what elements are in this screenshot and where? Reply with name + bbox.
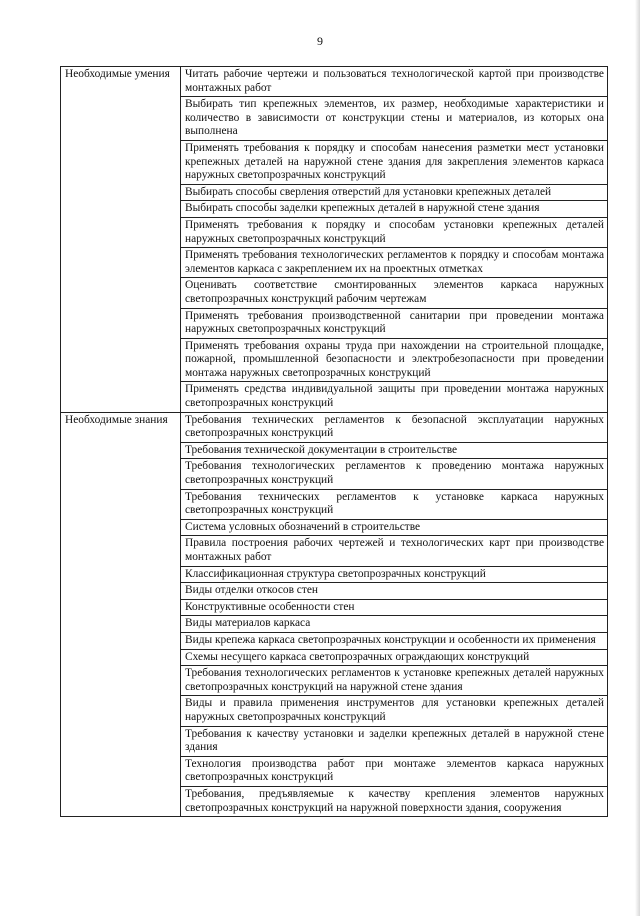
requirement-item: Выбирать способы сверления отверстий для установки крепежных деталей [181, 184, 608, 201]
requirement-item: Применять требования охраны труда при нахождении на строительной площадке, пожарной, промышленной безопасности и электробезопасности при проведении монтажа наружных светопрозрачных конструкций [181, 338, 608, 382]
requirement-item: Применять требования производственной санитарии при проведении монтажа наружных светопрозрачных конструкций [181, 308, 608, 338]
page-number: 9 [317, 34, 323, 48]
requirement-item: Технология производства работ при монтаже элементов каркаса наружных светопрозрачных конструкций [181, 756, 608, 786]
requirement-item: Требования технологических регламентов к проведению монтажа наружных светопрозрачных конструкций [181, 459, 608, 489]
requirement-item: Оценивать соответствие смонтированных элементов каркаса наружных светопрозрачных конструкций рабочим чертежам [181, 278, 608, 308]
requirement-item: Применять средства индивидуальной защиты при проведении монтажа наружных светопрозрачных конструкций [181, 382, 608, 412]
requirement-item: Виды отделки откосов стен [181, 583, 608, 600]
category-label: Необходимые умения [61, 67, 181, 413]
table-row [61, 67, 608, 97]
requirement-item: Применять требования к порядку и способам установки крепежных деталей наружных светопрозрачных конструкций [181, 217, 608, 247]
table-row [61, 412, 608, 442]
requirement-item: Схемы несущего каркаса светопрозрачных ограждающих конструкций [181, 649, 608, 666]
category-label: Необходимые знания [61, 412, 181, 816]
requirement-item: Требования технологических регламентов к установке крепежных деталей наружных светопрозрачных конструкций на наружной стене здания [181, 666, 608, 696]
requirement-item: Классификационная структура светопрозрачных конструкций [181, 566, 608, 583]
requirement-item: Конструктивные особенности стен [181, 599, 608, 616]
requirement-item: Требования технической документации в строительстве [181, 442, 608, 459]
requirement-item: Виды крепежа каркаса светопрозрачных конструкции и особенности их применения [181, 632, 608, 649]
requirement-item: Требования технических регламентов к безопасной эксплуатации наружных светопрозрачных конструкций [181, 412, 608, 442]
scan-edge-shadow [635, 0, 640, 916]
requirement-item: Правила построения рабочих чертежей и технологических карт при производстве монтажных работ [181, 536, 608, 566]
requirement-item: Требования, предъявляемые к качеству крепления элементов наружных светопрозрачных конструкций на наружной поверхности здания, сооружения [181, 786, 608, 816]
requirement-item: Виды материалов каркаса [181, 616, 608, 633]
requirement-item: Виды и правила применения инструментов для установки крепежных деталей наружных светопрозрачных конструкций [181, 696, 608, 726]
requirement-item: Требования технических регламентов к установке каркаса наружных светопрозрачных конструкций [181, 489, 608, 519]
requirement-item: Система условных обозначений в строительстве [181, 519, 608, 536]
requirements-table [60, 66, 608, 817]
requirement-item: Выбирать способы заделки крепежных деталей в наружной стене здания [181, 201, 608, 218]
requirement-item: Применять требования технологических регламентов к порядку и способам монтажа элементов каркаса с закреплением их на проектных отметках [181, 248, 608, 278]
requirement-item: Применять требования к порядку и способам нанесения разметки мест установки крепежных деталей на наружной стене здания для закрепления элементов каркаса наружных светопрозрачных конструкций [181, 140, 608, 184]
requirement-item: Выбирать тип крепежных элементов, их размер, необходимые характеристики и количество в зависимости от конструкции стены и материалов, из которых она выполнена [181, 97, 608, 141]
requirement-item: Требования к качеству установки и заделки крепежных деталей в наружной стене здания [181, 726, 608, 756]
requirement-item: Читать рабочие чертежи и пользоваться технологической картой при производстве монтажных работ [181, 67, 608, 97]
